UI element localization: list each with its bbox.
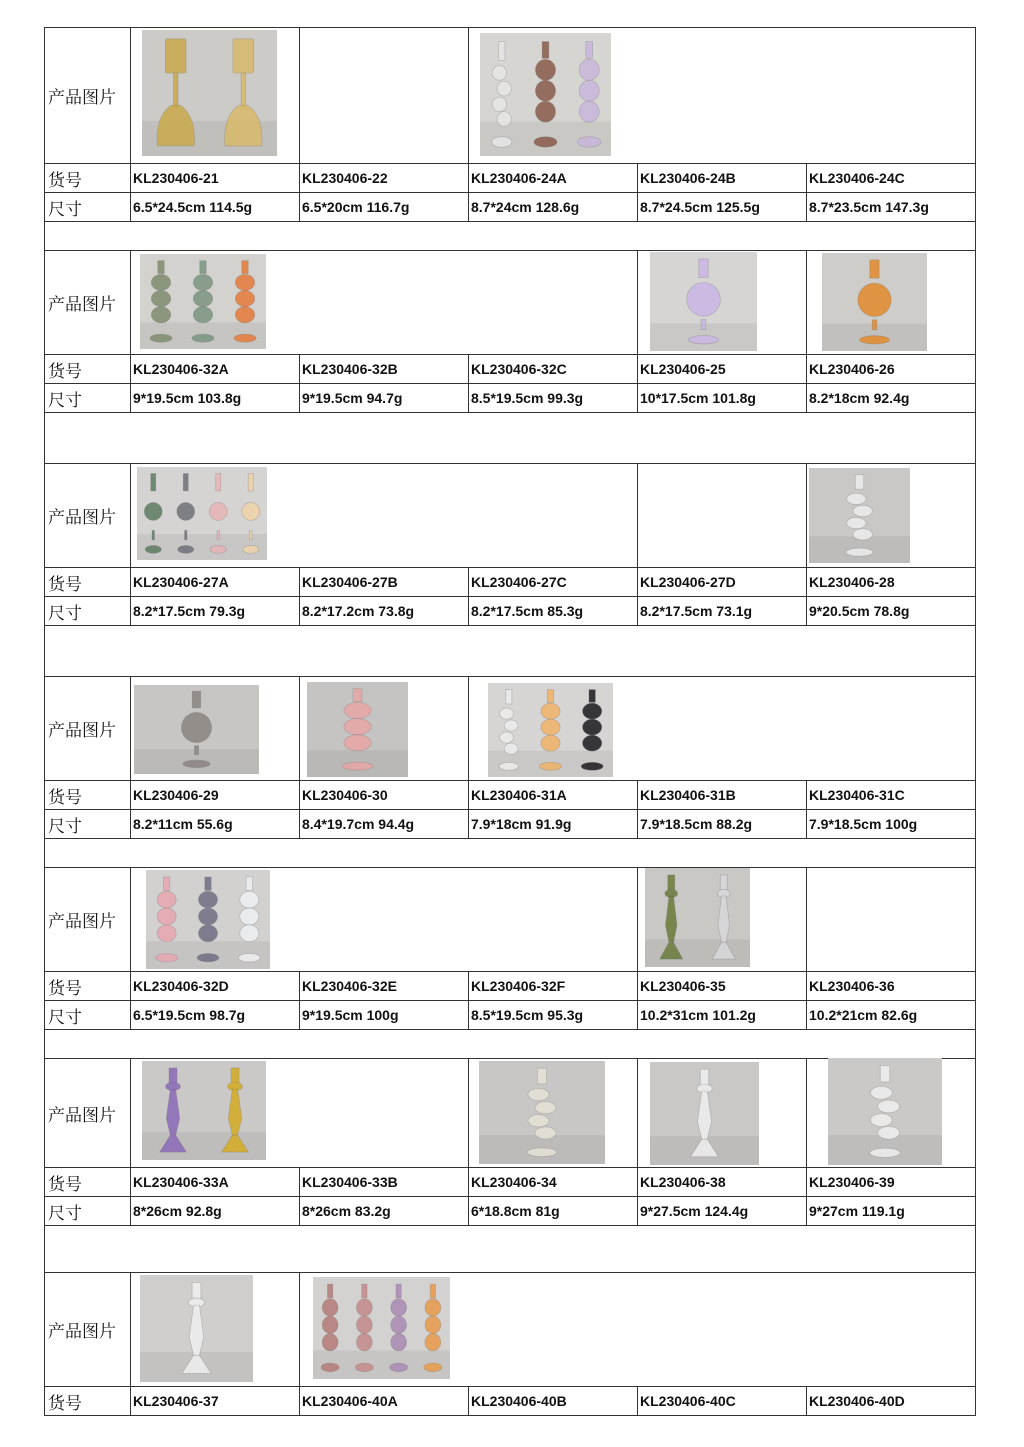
- item-code: KL230406-31B: [638, 781, 807, 810]
- label-item-no: 货号: [45, 355, 131, 384]
- item-no-row: [45, 972, 976, 1001]
- item-code: KL230406-32E: [300, 972, 469, 1001]
- product-photo-art: [650, 252, 757, 351]
- product-photo-art: [307, 682, 408, 777]
- item-size: 9*27.5cm 124.4g: [638, 1197, 807, 1226]
- item-size: 8.7*24.5cm 125.5g: [638, 193, 807, 222]
- item-size: 6*18.8cm 81g: [469, 1197, 638, 1226]
- item-code: KL230406-40B: [469, 1387, 638, 1416]
- item-size: 8.7*23.5cm 147.3g: [807, 193, 976, 222]
- item-size: 10.2*21cm 82.6g: [807, 1001, 976, 1030]
- item-size: 8.2*17.5cm 73.1g: [638, 597, 807, 626]
- label-item-no: 货号: [45, 1387, 131, 1416]
- product-photo-art: [142, 1061, 266, 1160]
- item-code: KL230406-28: [807, 568, 976, 597]
- item-code: KL230406-32F: [469, 972, 638, 1001]
- product-photo: [809, 468, 910, 563]
- label-item-no: 货号: [45, 568, 131, 597]
- spacer-row: [45, 839, 976, 868]
- item-size: 8.7*24cm 128.6g: [469, 193, 638, 222]
- spacer-row: [45, 222, 976, 251]
- product-photo: [140, 1275, 253, 1382]
- spacer-row: [45, 1226, 976, 1273]
- product-photo-art: [313, 1277, 450, 1379]
- product-photo-art: [479, 1061, 605, 1164]
- item-code: KL230406-36: [807, 972, 976, 1001]
- product-photo: [488, 683, 613, 777]
- item-size: 7.9*18.5cm 100g: [807, 810, 976, 839]
- label-photo: 产品图片: [45, 251, 131, 355]
- spacer-row: [45, 413, 976, 464]
- item-code: KL230406-39: [807, 1168, 976, 1197]
- item-size: 9*19.5cm 94.7g: [300, 384, 469, 413]
- item-code: KL230406-29: [131, 781, 300, 810]
- photo-tabletop: [142, 1132, 266, 1160]
- size-row: [45, 384, 976, 413]
- item-code: KL230406-31C: [807, 781, 976, 810]
- item-code: KL230406-32A: [131, 355, 300, 384]
- item-code: KL230406-33A: [131, 1168, 300, 1197]
- item-size: 6.5*24.5cm 114.5g: [131, 193, 300, 222]
- product-photo: [146, 870, 270, 969]
- product-photo: [650, 1062, 759, 1165]
- product-photo: [142, 30, 277, 156]
- item-code: KL230406-27A: [131, 568, 300, 597]
- label-size: 尺寸: [45, 193, 131, 222]
- product-photo: [137, 467, 267, 560]
- item-code: KL230406-32D: [131, 972, 300, 1001]
- item-code: KL230406-30: [300, 781, 469, 810]
- item-size: 8*26cm 92.8g: [131, 1197, 300, 1226]
- item-size: 8.2*17.2cm 73.8g: [300, 597, 469, 626]
- item-code: KL230406-27D: [638, 568, 807, 597]
- product-photo: [140, 254, 266, 349]
- item-no-row: [45, 1387, 976, 1416]
- item-code: KL230406-32B: [300, 355, 469, 384]
- photo-cell: [638, 464, 807, 568]
- product-photo: [480, 33, 611, 156]
- item-code: KL230406-31A: [469, 781, 638, 810]
- item-code: KL230406-24A: [469, 164, 638, 193]
- spacer-row: [45, 626, 976, 677]
- item-code: KL230406-26: [807, 355, 976, 384]
- item-size: 8.2*17.5cm 85.3g: [469, 597, 638, 626]
- item-code: KL230406-27C: [469, 568, 638, 597]
- item-code: KL230406-40A: [300, 1387, 469, 1416]
- item-size: 7.9*18cm 91.9g: [469, 810, 638, 839]
- size-row: [45, 810, 976, 839]
- product-photo-art: [822, 253, 927, 351]
- item-size: 8.4*19.7cm 94.4g: [300, 810, 469, 839]
- item-code: KL230406-40C: [638, 1387, 807, 1416]
- photo-cell: [807, 868, 976, 972]
- product-photo-art: [142, 30, 277, 156]
- product-photo-art: [828, 1058, 942, 1165]
- product-photo-art: [488, 683, 613, 777]
- spacer-row: [45, 1030, 976, 1059]
- item-size: 9*19.5cm 100g: [300, 1001, 469, 1030]
- item-size: 9*20.5cm 78.8g: [807, 597, 976, 626]
- size-row: [45, 597, 976, 626]
- item-no-row: [45, 1168, 976, 1197]
- item-code: KL230406-37: [131, 1387, 300, 1416]
- product-photo: [650, 252, 757, 351]
- item-size: 6.5*19.5cm 98.7g: [131, 1001, 300, 1030]
- label-photo: 产品图片: [45, 1059, 131, 1168]
- label-size: 尺寸: [45, 384, 131, 413]
- product-photo: [645, 868, 750, 967]
- item-size: 7.9*18.5cm 88.2g: [638, 810, 807, 839]
- item-code: KL230406-24B: [638, 164, 807, 193]
- item-code: KL230406-21: [131, 164, 300, 193]
- item-code: KL230406-22: [300, 164, 469, 193]
- product-photo: [134, 685, 259, 774]
- label-photo: 产品图片: [45, 677, 131, 781]
- item-code: KL230406-40D: [807, 1387, 976, 1416]
- product-photo-art: [480, 33, 611, 156]
- product-photo: [479, 1061, 605, 1164]
- product-photo-art: [650, 1062, 759, 1165]
- product-photo-art: [140, 1275, 253, 1382]
- item-size: 6.5*20cm 116.7g: [300, 193, 469, 222]
- item-no-row: [45, 568, 976, 597]
- item-size: 9*27cm 119.1g: [807, 1197, 976, 1226]
- product-photo-art: [134, 685, 259, 774]
- label-photo: 产品图片: [45, 28, 131, 164]
- product-photo-art: [137, 467, 267, 560]
- item-size: 8.2*11cm 55.6g: [131, 810, 300, 839]
- item-no-row: [45, 355, 976, 384]
- item-size: 8.2*18cm 92.4g: [807, 384, 976, 413]
- label-size: 尺寸: [45, 810, 131, 839]
- product-photo-art: [809, 468, 910, 563]
- item-size: 9*19.5cm 103.8g: [131, 384, 300, 413]
- item-size: 8*26cm 83.2g: [300, 1197, 469, 1226]
- item-size: 8.5*19.5cm 95.3g: [469, 1001, 638, 1030]
- item-size: 8.2*17.5cm 79.3g: [131, 597, 300, 626]
- item-code: KL230406-32C: [469, 355, 638, 384]
- product-photo: [313, 1277, 450, 1379]
- item-size: 10.2*31cm 101.2g: [638, 1001, 807, 1030]
- item-size: 8.5*19.5cm 99.3g: [469, 384, 638, 413]
- item-code: KL230406-25: [638, 355, 807, 384]
- product-photo: [307, 682, 408, 777]
- item-code: KL230406-34: [469, 1168, 638, 1197]
- label-photo: 产品图片: [45, 1273, 131, 1387]
- item-size: 10*17.5cm 101.8g: [638, 384, 807, 413]
- label-size: 尺寸: [45, 597, 131, 626]
- photo-cell: [300, 28, 469, 164]
- product-photo: [142, 1061, 266, 1160]
- label-size: 尺寸: [45, 1001, 131, 1030]
- product-photo-art: [140, 254, 266, 349]
- product-photo: [828, 1058, 942, 1165]
- product-photo-art: [146, 870, 270, 969]
- size-row: [45, 1001, 976, 1030]
- product-photo-art: [645, 868, 750, 967]
- label-item-no: 货号: [45, 164, 131, 193]
- item-code: KL230406-24C: [807, 164, 976, 193]
- label-size: 尺寸: [45, 1197, 131, 1226]
- item-code: KL230406-33B: [300, 1168, 469, 1197]
- photo-tabletop: [645, 939, 750, 967]
- label-item-no: 货号: [45, 1168, 131, 1197]
- item-code: KL230406-27B: [300, 568, 469, 597]
- label-item-no: 货号: [45, 781, 131, 810]
- item-no-row: [45, 164, 976, 193]
- item-code: KL230406-35: [638, 972, 807, 1001]
- label-photo: 产品图片: [45, 868, 131, 972]
- size-row: [45, 1197, 976, 1226]
- item-code: KL230406-38: [638, 1168, 807, 1197]
- size-row: [45, 193, 976, 222]
- label-item-no: 货号: [45, 972, 131, 1001]
- label-photo: 产品图片: [45, 464, 131, 568]
- product-photo: [822, 253, 927, 351]
- item-no-row: [45, 781, 976, 810]
